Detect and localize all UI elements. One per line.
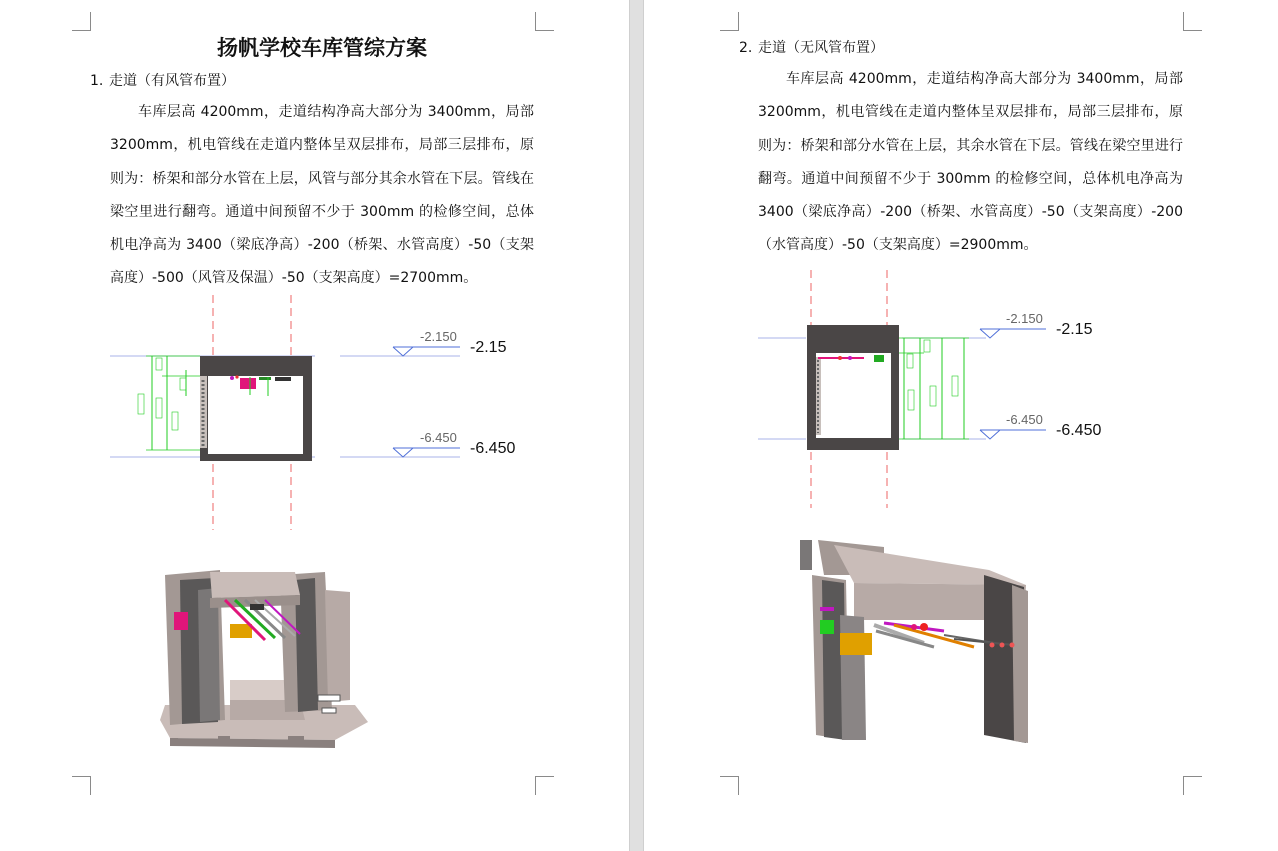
level-label-top-small: -2.150 [1006, 311, 1043, 326]
level-label-bottom: -6.450 [1056, 422, 1102, 439]
document-title: 扬帆学校车库管综方案 [217, 36, 427, 60]
section-heading-2 [739, 37, 884, 57]
3d-model-view-1 [150, 560, 380, 755]
level-label-top-small: -2.150 [420, 329, 457, 344]
page-corner-mark [1183, 12, 1202, 31]
cross-section-drawing-2 [754, 268, 1114, 513]
level-label-top: -2.15 [470, 339, 507, 356]
section-heading-1 [90, 70, 235, 90]
cross-section-drawing-1 [100, 290, 520, 535]
page-corner-mark [720, 12, 739, 31]
level-label-bottom: -6.450 [470, 440, 516, 457]
level-label-top: -2.15 [1056, 321, 1093, 338]
page-corner-mark [72, 776, 91, 795]
section-number: 1. [90, 73, 104, 89]
document-page-2 [644, 0, 1278, 851]
page-corner-mark [535, 12, 554, 31]
page-gap [629, 0, 644, 851]
section-paragraph-2: 车库层高 4200mm，走道结构净高大部分为 3400mm，局部 3200mm，机电管线在走道内整体呈双层排布，局部三层排布，原则为：桥架和部分水管在上层，其余水管在下层。管线在梁空里进行翻弯。通道中间预留不少于 300mm 的检修空间，总体机电净高为 3400（梁底净高）-200（桥架、水管高度）-50（支架高度）-200（水管高度）-50（支架高度）=2900mm。 [758, 71, 1183, 254]
page-corner-mark [720, 776, 739, 795]
section-number: 2. [739, 40, 753, 56]
page-corner-mark [72, 12, 91, 31]
section-heading-text: 走道（无风管布置） [758, 40, 884, 56]
level-label-bottom-small: -6.450 [420, 430, 457, 445]
level-label-bottom-small: -6.450 [1006, 412, 1043, 427]
section-paragraph-1: 车库层高 4200mm，走道结构净高大部分为 3400mm，局部 3200mm，机电管线在走道内整体呈双层排布，局部三层排布，原则为：桥架和部分水管在上层，风管与部分其余水管在下层。管线在梁空里进行翻弯。通道中间预留不少于 300mm 的检修空间，总体机电净高为 3400（梁底净高）-200（桥架、水管高度）-50（支架高度）-500（风管及保温）-50（支架高度）=2700mm。 [110, 104, 534, 287]
document-page-1 [0, 0, 629, 851]
page-corner-mark [1183, 776, 1202, 795]
3d-model-view-2 [794, 535, 1034, 750]
page-corner-mark [535, 776, 554, 795]
section-heading-text: 走道（有风管布置） [109, 73, 235, 89]
